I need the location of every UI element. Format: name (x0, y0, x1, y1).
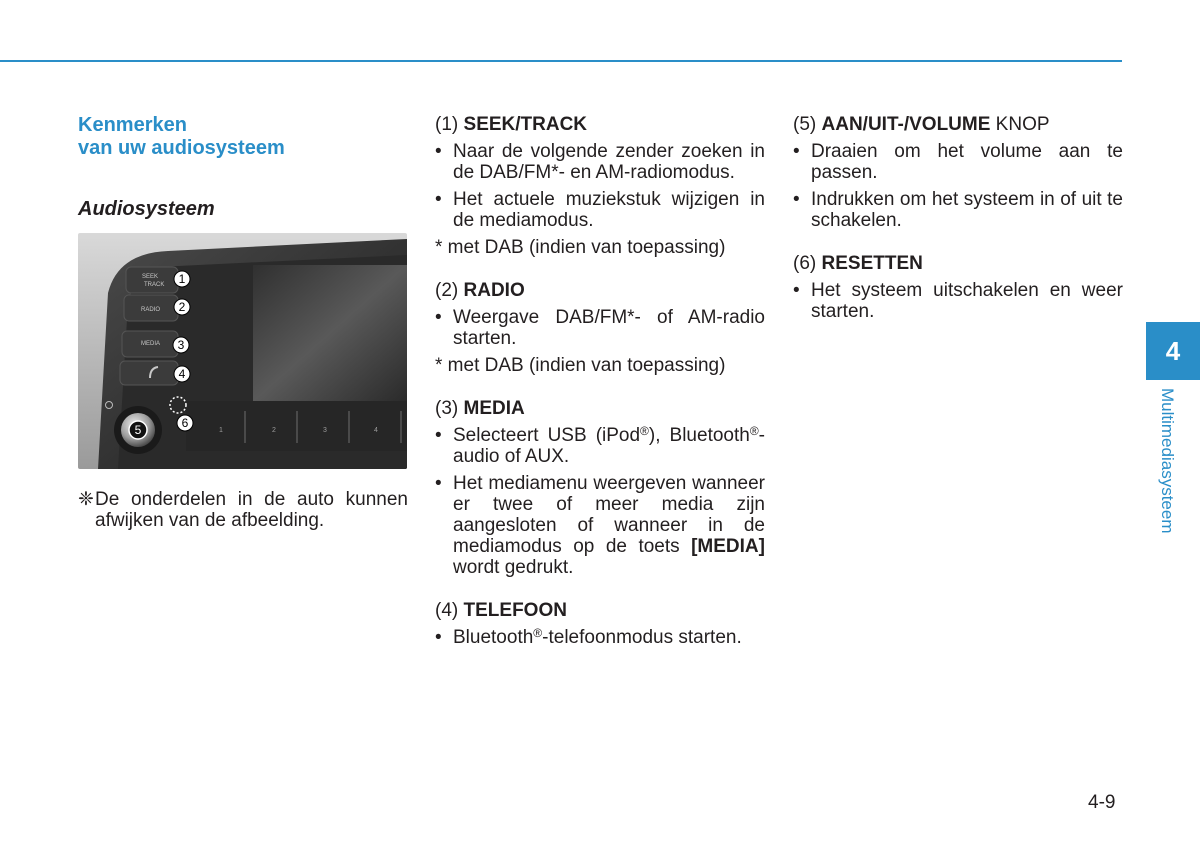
heading-number: (2) (435, 280, 459, 301)
text-part: wordt gedrukt. (453, 557, 574, 578)
text-part: ), Bluetooth (648, 425, 750, 446)
heading-title: RESETTEN (821, 253, 923, 274)
audio-unit-photo (78, 233, 407, 469)
middle-column (435, 114, 765, 670)
right-column (793, 114, 1123, 344)
media-key-label: [MEDIA] (691, 536, 765, 557)
block-power-volume (793, 114, 1123, 231)
note-text: De onderdelen in de auto kunnen afwijken van de afbeelding. (95, 489, 408, 531)
callout-3: 3 (177, 338, 185, 352)
note-mark: ❈ (78, 489, 94, 510)
block-radio (435, 280, 765, 376)
footnote-dab: * met DAB (indien van toepassing) (435, 355, 726, 376)
preset-1: 1 (219, 427, 223, 434)
heading-radio (435, 280, 765, 301)
section-title-line-1: Kenmerken (78, 114, 187, 136)
text-part: -telefoonmodus starten. (542, 627, 742, 648)
preset-3: 3 (323, 427, 327, 434)
block-seek-track (435, 114, 765, 258)
callout-4: 4 (178, 367, 186, 381)
section-title-line-2: van uw audiosysteem (78, 137, 285, 159)
heading-resetten (793, 253, 1123, 274)
registered-mark: ® (749, 424, 759, 438)
heading-suffix: KNOP (990, 114, 1050, 135)
block-resetten (793, 253, 1123, 322)
heading-telefoon (435, 600, 765, 621)
heading-title: TELEFOON (463, 600, 567, 621)
top-rule (0, 60, 1122, 62)
registered-mark: ® (640, 424, 649, 438)
text-part: Bluetooth (453, 627, 534, 648)
subtitle-audiosysteem: Audiosysteem (78, 198, 215, 220)
btn-media-label: MEDIA (141, 341, 161, 347)
page-number: 4-9 (1088, 792, 1116, 813)
text-part: Het mediamenu weergeven wanneer er twee of meer media zijn aangesloten of wanneer in de mediamodus op de toets (453, 473, 765, 557)
list-item: • Het actuele muziekstuk wijzigen in de mediamodus. (435, 189, 765, 231)
chapter-tab: 4 (1146, 322, 1200, 380)
heading-power-volume (793, 114, 1123, 135)
audio-unit-illustration (78, 233, 407, 469)
callout-1: 1 (178, 272, 186, 286)
btn-seek-label-2: TRACK (144, 282, 165, 288)
list-item (435, 627, 765, 648)
block-telefoon (435, 600, 765, 648)
list-item: • Indrukken om het systeem in of uit te schakelen. (793, 189, 1123, 231)
heading-title: SEEK/TRACK (463, 114, 588, 135)
preset-2: 2 (272, 427, 276, 434)
heading-title: RADIO (463, 280, 525, 301)
left-column (78, 114, 408, 531)
btn-radio-label: RADIO (141, 307, 161, 313)
heading-media (435, 398, 765, 419)
btn-seek-label-1: SEEK (142, 274, 159, 280)
heading-seek-track (435, 114, 765, 135)
heading-number: (6) (793, 253, 817, 274)
section-title (78, 114, 408, 160)
block-media (435, 398, 765, 578)
text-part: Selecteert USB (iPod (453, 425, 641, 446)
list-item: • Naar de volgende zender zoeken in de DAB/FM*- en AM-radiomodus. (435, 141, 765, 183)
heading-number: (1) (435, 114, 459, 135)
heading-number: (5) (793, 114, 817, 135)
heading-title: AAN/UIT-/VOLUME (821, 114, 991, 135)
callout-6: 6 (181, 416, 189, 430)
callout-5: 5 (134, 423, 142, 437)
preset-4: 4 (374, 427, 378, 434)
chapter-label: Multimediasysteem (1158, 388, 1177, 534)
footnote-dab: * met DAB (indien van toepassing) (435, 237, 726, 258)
list-item (435, 425, 765, 467)
heading-number: (3) (435, 398, 459, 419)
heading-title: MEDIA (463, 398, 525, 419)
callout-2: 2 (178, 300, 186, 314)
registered-mark: ® (533, 626, 543, 640)
list-item: • Draaien om het volume aan te passen. (793, 141, 1123, 183)
list-item: • Weergave DAB/FM*- of AM-radio starten. (435, 307, 765, 349)
image-note (78, 489, 408, 531)
list-item (435, 473, 765, 578)
text-part: -audio of AUX. (453, 425, 765, 467)
heading-number: (4) (435, 600, 459, 621)
list-item: • Het systeem uitschakelen en weer starten. (793, 280, 1123, 322)
